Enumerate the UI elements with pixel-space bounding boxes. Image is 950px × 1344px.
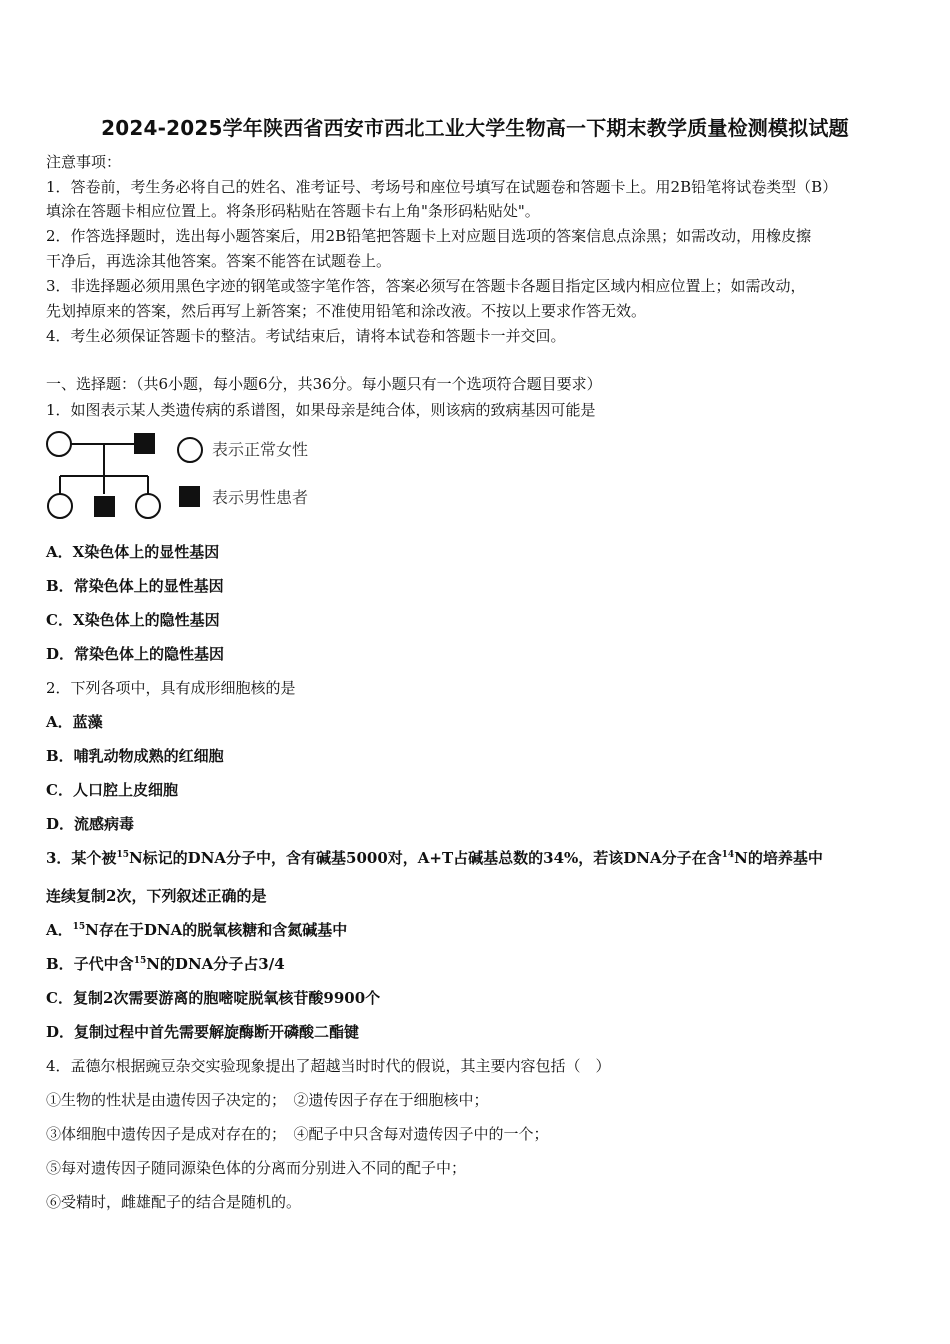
question-2-option-d: D．流感病毒 (46, 815, 135, 833)
isotope-superscript: 15 (72, 922, 86, 932)
q3-option-part: N存在于DNA的脱氧核糖和含氮碱基中 (85, 921, 348, 939)
daughter-normal-female-icon (48, 494, 72, 518)
question-4-item: ③体细胞中遗传因子是成对存在的； ④配子中只含每对遗传因子中的一个； (46, 1125, 549, 1143)
son-affected-male-icon (94, 496, 115, 517)
isotope-superscript: 15 (116, 850, 129, 860)
notice-line: 3．非选择题必须用黑色字迹的钢笔或签字笔作答，答案必须写在答题卡各题目指定区域内相应位置上；如需改动， (46, 277, 806, 295)
question-3-option-b (46, 954, 285, 974)
isotope-superscript: 15 (133, 956, 147, 966)
q3-stem-part: N的培养基中 (734, 849, 823, 867)
notice-line: 4．考生必须保证答题卡的整洁。考试结束后，请将本试卷和答题卡一并交回。 (46, 327, 566, 345)
question-2-stem: 2．下列各项中，具有成形细胞核的是 (46, 679, 296, 697)
legend-male-label: 表示男性患者 (212, 488, 309, 507)
question-1-option-c: C．X染色体上的隐性基因 (46, 611, 220, 629)
notice-line: 先划掉原来的答案，然后再写上新答案；不准使用铅笔和涂改液。不按以上要求作答无效。 (46, 302, 647, 320)
exam-title: 2024-2025学年陕西省西安市西北工业大学生物高一下期末教学质量检测模拟试题 (101, 116, 849, 140)
section-heading: 一、选择题：（共6小题，每小题6分，共36分。每小题只有一个选项符合题目要求） (46, 375, 602, 393)
question-2-option-a: A．蓝藻 (46, 713, 103, 731)
question-3-stem-line2: 连续复制2次，下列叙述正确的是 (46, 887, 267, 905)
legend-normal-female-icon (178, 438, 202, 462)
question-1-option-a: A．X染色体上的显性基因 (46, 543, 220, 561)
question-4-item: ⑥受精时，雌雄配子的结合是随机的。 (46, 1193, 302, 1211)
question-1-option-b: B．常染色体上的显性基因 (46, 577, 224, 595)
notice-line: 1．答卷前，考生务必将自己的姓名、准考证号、考场号和座位号填写在试题卷和答题卡上。用2B铅笔将试卷类型（B） (46, 178, 838, 196)
question-3-option-d: D．复制过程中首先需要解旋酶断开磷酸二酯键 (46, 1023, 360, 1041)
father-affected-male-icon (134, 433, 155, 454)
question-4-item: ⑤每对遗传因子随同源染色体的分离而分别进入不同的配子中； (46, 1159, 467, 1177)
q3-option-part: N的DNA分子占3/4 (146, 955, 285, 973)
notice-line: 干净后，再选涂其他答案。答案不能答在试题卷上。 (46, 252, 392, 270)
question-3-stem (46, 848, 823, 868)
question-1-stem: 1．如图表示某人类遗传病的系谱图，如果母亲是纯合体，则该病的致病基因可能是 (46, 401, 596, 419)
question-3-option-c: C．复制2次需要游离的胞嘧啶脱氧核苷酸9900个 (46, 989, 381, 1007)
legend-female-label: 表示正常女性 (212, 440, 309, 459)
question-3-option-a (46, 920, 347, 940)
q3-option-part: B．子代中含 (46, 955, 134, 973)
question-4-stem: 4．孟德尔根据豌豆杂交实验现象提出了超越当时时代的假说，其主要内容包括（ ） (46, 1057, 611, 1075)
mother-normal-female-icon (47, 432, 71, 456)
question-1-option-d: D．常染色体上的隐性基因 (46, 645, 225, 663)
question-2-option-c: C．人口腔上皮细胞 (46, 781, 178, 799)
q3-stem-part: 3．某个被 (46, 849, 117, 867)
notice-line: 填涂在答题卡相应位置上。将条形码粘贴在答题卡右上角"条形码粘贴处"。 (46, 202, 540, 220)
q3-option-part: A． (46, 921, 73, 939)
pedigree-diagram (44, 424, 344, 524)
isotope-superscript: 14 (721, 850, 735, 860)
daughter-normal-female-icon (136, 494, 160, 518)
q3-stem-part: N标记的DNA分子中，含有碱基5000对，A+T占碱基总数的34%，若该DNA分子在含 (128, 849, 722, 867)
question-4-item: ①生物的性状是由遗传因子决定的； ②遗传因子存在于细胞核中； (46, 1091, 489, 1109)
legend-affected-male-icon (179, 486, 200, 507)
notice-heading: 注意事项： (46, 153, 122, 171)
question-2-option-b: B．哺乳动物成熟的红细胞 (46, 747, 224, 765)
notice-line: 2．作答选择题时，选出每小题答案后，用2B铅笔把答题卡上对应题目选项的答案信息点涂黑；如需改动，用橡皮擦 (46, 227, 812, 245)
